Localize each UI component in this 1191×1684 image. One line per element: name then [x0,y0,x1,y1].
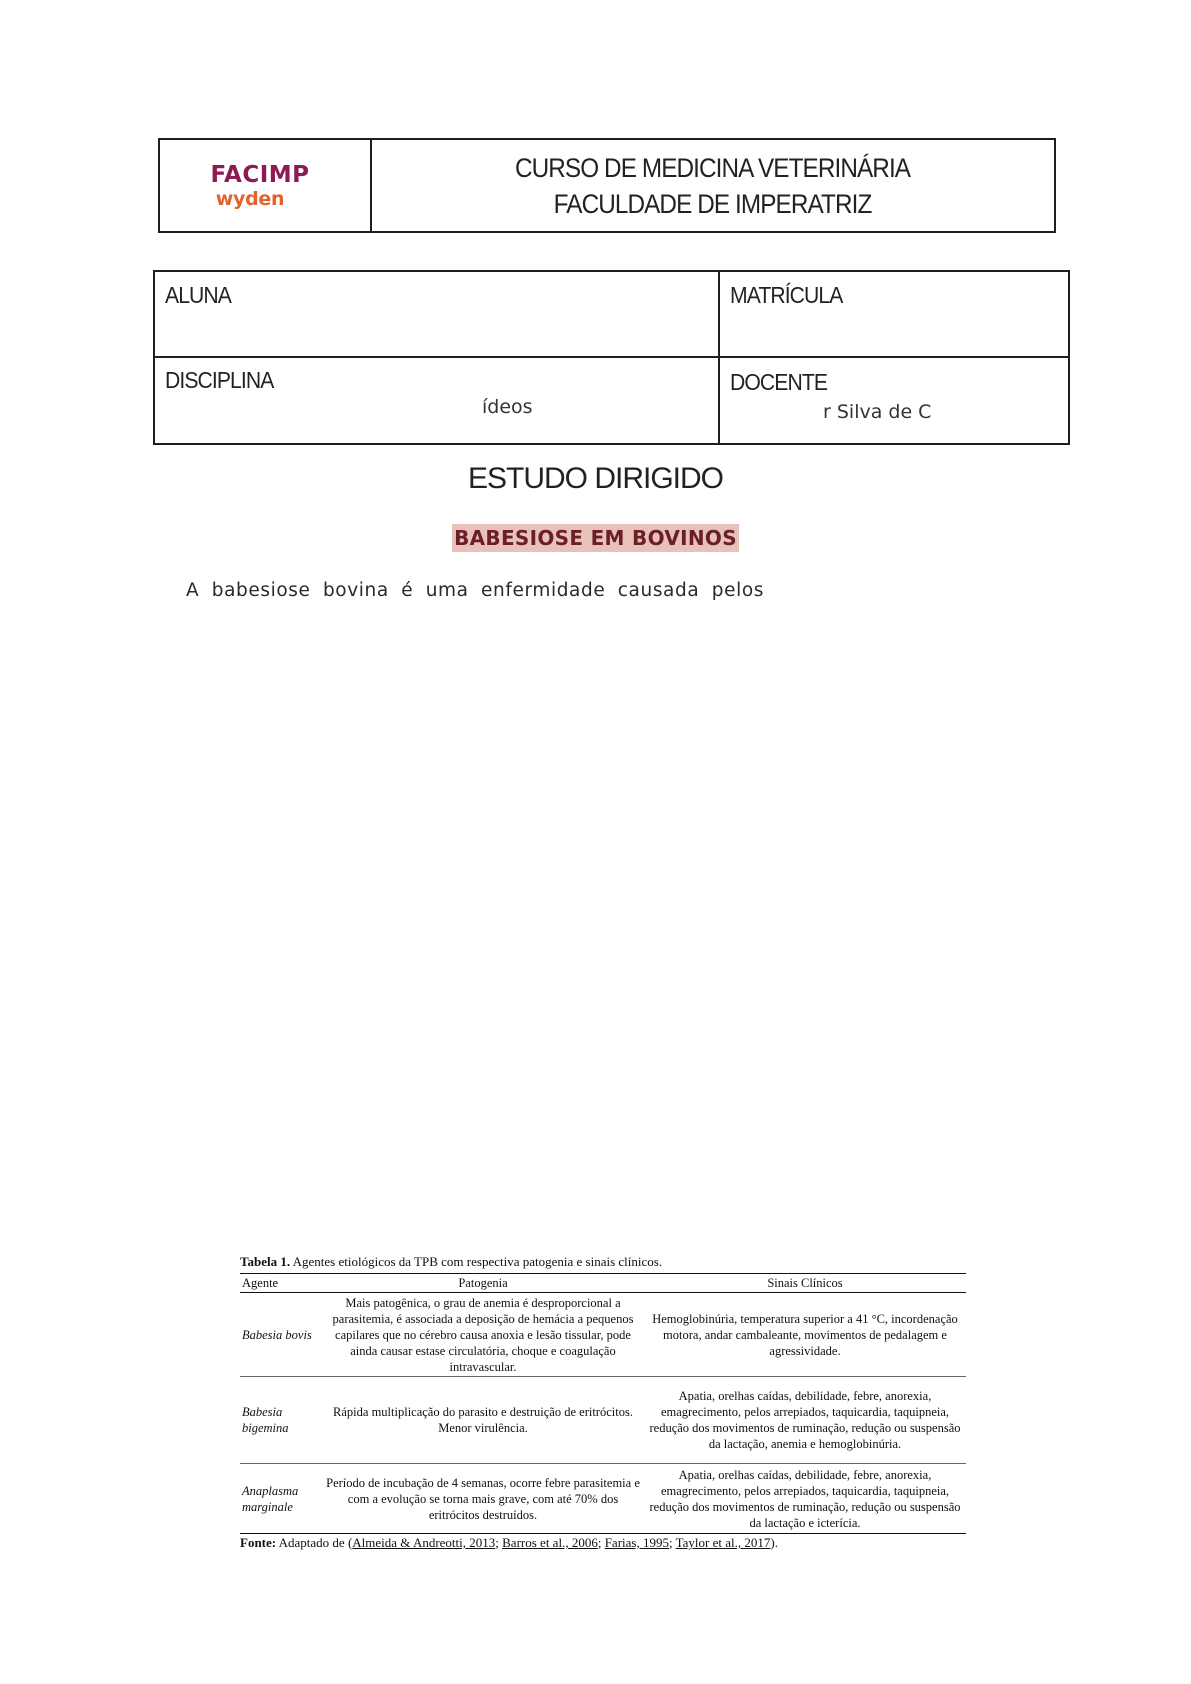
header-title [372,140,1054,231]
agent-cell: Babesia bigemina [240,1377,322,1464]
aluna-cell[interactable] [155,272,720,356]
table-row [240,1464,966,1534]
source-suffix: ). [770,1535,778,1550]
aluna-label: ALUNA [165,282,231,308]
disciplina-label: DISCIPLINA [165,367,274,393]
table-caption-text: Agentes etiológicos da TPB com respectiva patogenia e sinais clínicos. [290,1254,663,1269]
header-box [158,138,1056,233]
table-figure [240,1254,966,1551]
docente-label: DOCENTE [730,369,828,395]
source-prefix: Adaptado de ( [276,1535,353,1550]
faculty-name: FACULDADE DE IMPERATRIZ [554,188,872,219]
page-title: ESTUDO DIRIGIDO [467,462,723,495]
disciplina-cell[interactable] [155,358,720,445]
table-row [240,1377,966,1464]
header-agente: Agente [240,1274,322,1293]
course-name: CURSO DE MEDICINA VETERINÁRIA [515,152,911,183]
pathogenesis-cell: Mais patogênica, o grau de anemia é desproporcional a parasitemia, é associada a deposição de hemácia a pequenos capilares que no cérebro causa anoxia e lesão tissular, pode ainda causar estase circulatória, choque e coagulação intravascular. [322,1293,644,1377]
signs-cell: Apatia, orelhas caídas, debilidade, febre, anorexia, emagrecimento, pelos arrepiados, taquicardia, taquipneia, redução dos movimentos de ruminação, redução ou suspensão da lactação e icterícia. [644,1464,966,1534]
table-caption [240,1254,966,1270]
table-source: Fonte: Adaptado de (Almeida & Andreotti, 2013; Barros et al., 2006; Farias, 1995; Taylor et al., 2017). [240,1535,778,1550]
intro-paragraph: A babesiose bovina é uma enfermidade causada pelos [186,580,764,601]
docente-cell[interactable] [720,358,1068,445]
table-header-row [240,1274,966,1293]
pathogenesis-cell: Período de incubação de 4 semanas, ocorre febre parasitemia e com a evolução se torna mais grave, com até 70% dos eritrócitos destruídos. [322,1464,644,1534]
logo-wyden-text: wyden [215,187,285,210]
signs-cell: Hemoglobinúria, temperatura superior a 41 °C, incordenação motora, andar cambaleante, movimentos de pedalagem e agressividade. [644,1293,966,1377]
agent-cell: Anaplasma marginale [240,1464,322,1534]
pathogenesis-cell: Rápida multiplicação do parasito e destruição de eritrócitos. Menor virulência. [322,1377,644,1464]
source-label: Fonte: [240,1535,277,1550]
reference-link[interactable]: Almeida & Andreotti, 2013 [352,1535,496,1550]
page-subtitle: BABESIOSE EM BOVINOS [454,526,737,550]
reference-link[interactable]: Barros et al., 2006 [502,1535,598,1550]
logo [160,140,372,231]
matricula-cell[interactable] [720,272,1068,356]
info-row [155,272,1068,358]
header-sinais: Sinais Clínicos [644,1274,966,1293]
header-patogenia: Patogenia [322,1274,644,1293]
matricula-label: MATRÍCULA [730,282,843,308]
student-info-table [153,270,1070,445]
info-row [155,358,1068,445]
reference-link[interactable]: Taylor et al., 2017 [675,1535,771,1550]
table-row [240,1293,966,1377]
disciplina-value: ídeos [482,396,533,418]
agent-cell: Babesia bovis [240,1293,322,1377]
logo-facimp-text: FACIMP [210,161,310,188]
table-caption-label: Tabela 1. [240,1254,291,1269]
subtitle-wrap [0,524,1191,552]
signs-cell: Apatia, orelhas caídas, debilidade, febre, anorexia, emagrecimento, pelos arrepiados, taquicardia, taquipneia, redução dos movimentos de ruminação, redução ou suspensão da lactação, anemia e hemoglobinúria. [644,1377,966,1464]
reference-link[interactable]: Farias, 1995 [604,1535,669,1550]
tpb-table [240,1273,966,1534]
docente-value: r Silva de C [823,401,932,423]
